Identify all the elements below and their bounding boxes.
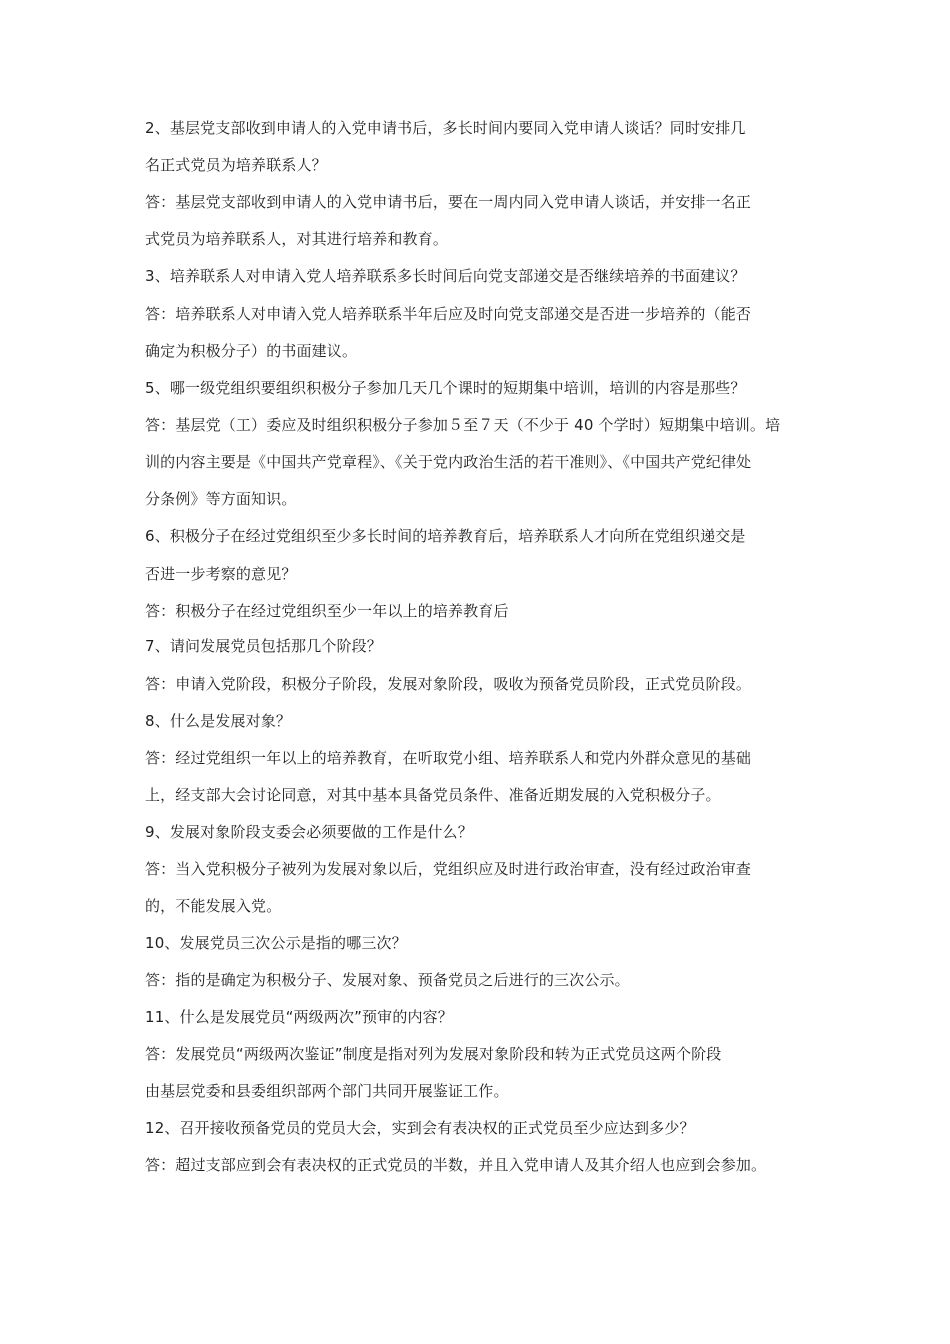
answer-line: 答：指的是确定为积极分子、发展对象、预备党员之后进行的三次公示。 bbox=[145, 971, 630, 989]
question-line: 6、积极分子在经过党组织至少多长时间的培养教育后，培养联系人才向所在党组织递交是 bbox=[145, 527, 746, 545]
question-line: 10、发展党员三次公示是指的哪三次？ bbox=[145, 934, 407, 952]
question-line: 7、请问发展党员包括那几个阶段？ bbox=[145, 637, 382, 655]
answer-line: 答：超过支部应到会有表决权的正式党员的半数，并且入党申请人及其介绍人也应到会参加。 bbox=[145, 1156, 767, 1174]
answer-line: 答：发展党员“两级两次鉴证”制度是指对列为发展对象阶段和转为正式党员这两个阶段 bbox=[145, 1045, 722, 1063]
answer-line: 式党员为培养联系人，对其进行培养和教育。 bbox=[145, 230, 449, 248]
answer-line: 答：当入党积极分子被列为发展对象以后，党组织应及时进行政治审查，没有经过政治审查 bbox=[145, 860, 752, 878]
answer-line: 上，经支部大会讨论同意，对其中基本具备党员条件、准备近期发展的入党积极分子。 bbox=[145, 786, 721, 804]
question-line: 3、培养联系人对申请入党人培养联系多长时间后向党支部递交是否继续培养的书面建议？ bbox=[145, 267, 746, 285]
answer-line: 答：申请入党阶段，积极分子阶段，发展对象阶段，吸收为预备党员阶段，正式党员阶段。 bbox=[145, 675, 752, 693]
answer-line: 由基层党委和县委组织部两个部门共同开展鉴证工作。 bbox=[145, 1082, 509, 1100]
question-line: 否进一步考察的意见？ bbox=[145, 565, 297, 583]
question-line: 11、什么是发展党员“两级两次”预审的内容？ bbox=[145, 1008, 453, 1026]
answer-line: 确定为积极分子）的书面建议。 bbox=[145, 342, 358, 360]
question-line: 5、哪一级党组织要组织积极分子参加几天几个课时的短期集中培训，培训的内容是那些？ bbox=[145, 379, 746, 397]
question-line: 12、召开接收预备党员的党员大会，实到会有表决权的正式党员至少应达到多少？ bbox=[145, 1119, 695, 1137]
answer-line: 的，不能发展入党。 bbox=[145, 897, 282, 915]
question-line: 名正式党员为培养联系人？ bbox=[145, 156, 327, 174]
question-line: 2、基层党支部收到申请人的入党申请书后，多长时间内要同入党申请人谈话？同时安排几 bbox=[145, 119, 746, 137]
answer-line: 训的内容主要是《中国共产党章程》、《关于党内政治生活的若干准则》、《中国共产党纪律处 bbox=[145, 453, 752, 471]
answer-line: 答：积极分子在经过党组织至少一年以上的培养教育后 bbox=[145, 602, 509, 620]
answer-line: 答：基层党（工）委应及时组织积极分子参加５至７天（不少于 40 个学时）短期集中培训。培 bbox=[145, 416, 781, 434]
question-line: 8、什么是发展对象？ bbox=[145, 712, 292, 730]
answer-line: 答：基层党支部收到申请人的入党申请书后，要在一周内同入党申请人谈话，并安排一名正 bbox=[145, 193, 752, 211]
answer-line: 答：经过党组织一年以上的培养教育，在听取党小组、培养联系人和党内外群众意见的基础 bbox=[145, 749, 752, 767]
answer-line: 答：培养联系人对申请入党人培养联系半年后应及时向党支部递交是否进一步培养的（能否 bbox=[145, 305, 752, 323]
answer-line: 分条例》等方面知识。 bbox=[145, 490, 297, 508]
question-line: 9、发展对象阶段支委会必须要做的工作是什么？ bbox=[145, 823, 473, 841]
